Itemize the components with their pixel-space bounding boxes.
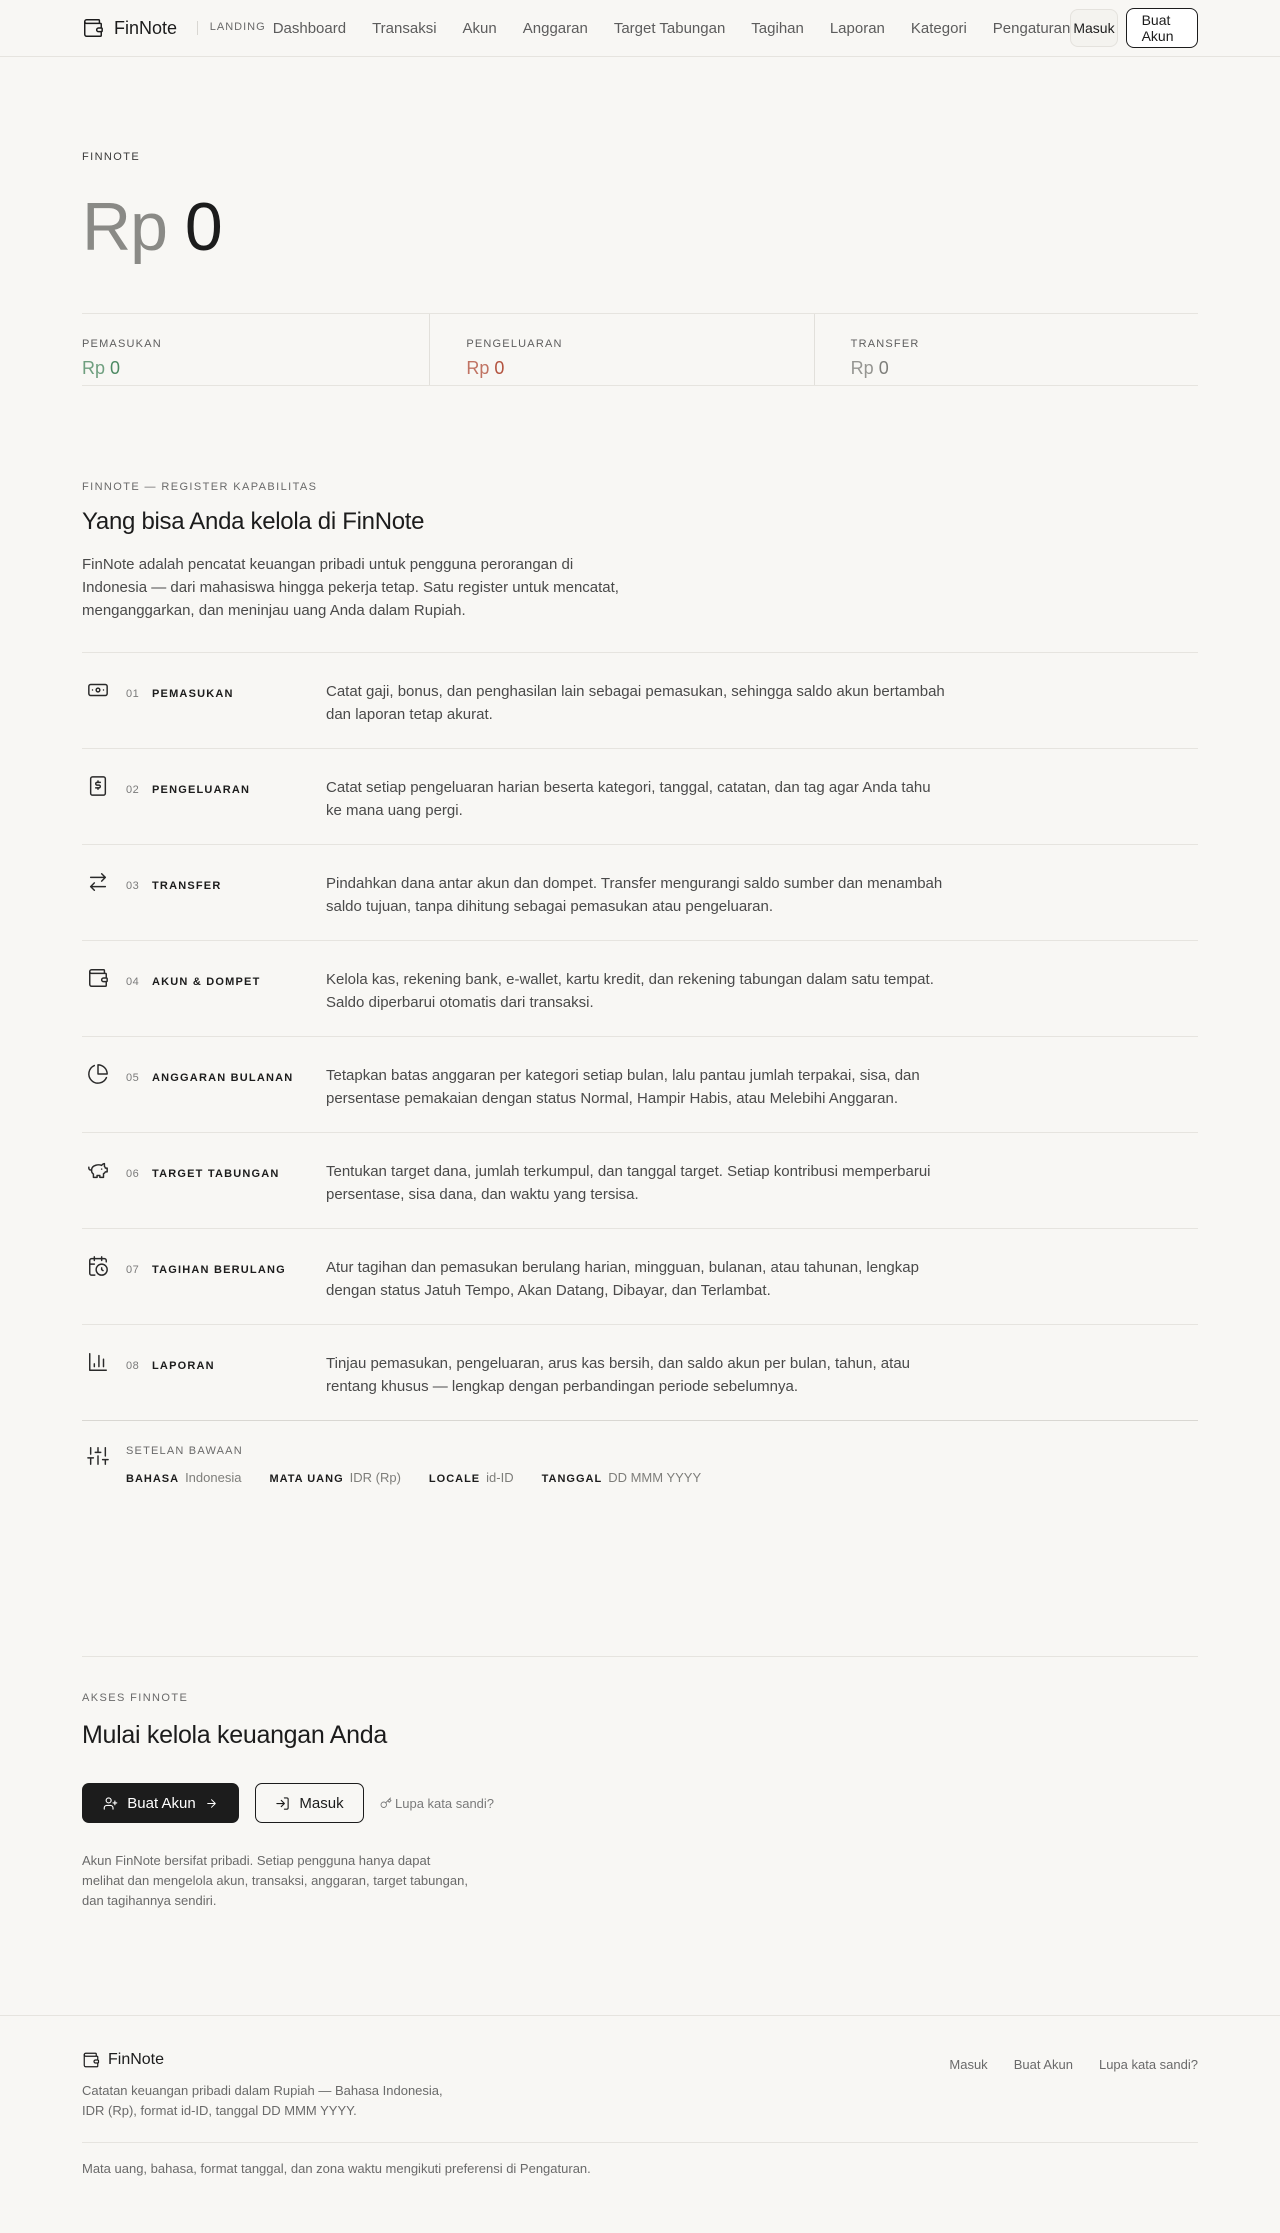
stat-label: TRANSFER: [850, 338, 920, 350]
hero-eyebrow: FINNOTE: [82, 151, 141, 163]
stat-amount: 0: [494, 358, 505, 378]
default-value: IDR (Rp): [349, 1470, 401, 1485]
capability-text: Tetapkan batas anggaran per kategori setiap bulan, lalu pantau jumlah terpakai, sisa, dan persentase pemakaian dengan status Normal, Hampir Habis, atau Melebihi Anggaran.: [326, 1067, 920, 1107]
capability-text: Catat setiap pengeluaran harian beserta kategori, tanggal, catatan, dan tag agar Anda tahu ke mana uang pergi.: [326, 779, 931, 819]
capability-row: [82, 1133, 1198, 1229]
wallet-icon: [87, 967, 109, 989]
capability-name: ANGGARAN BULANAN: [152, 1072, 294, 1084]
default-key: MATA UANG: [269, 1473, 344, 1485]
capability-icon-wrap: [82, 1159, 126, 1228]
stat-value: [851, 358, 1198, 379]
capabilities-section: [82, 386, 1198, 1485]
stat-label: PEMASUKAN: [82, 338, 162, 350]
top-navbar: [0, 0, 1280, 57]
balance-currency: Rp: [82, 189, 167, 265]
piggy-bank-icon: [87, 1159, 109, 1181]
capability-icon-wrap: [82, 871, 126, 940]
nav-divider: [197, 21, 198, 35]
nav-links: [273, 20, 1071, 37]
capability-icon-wrap: [82, 1063, 126, 1132]
capability-name: AKUN & DOMPET: [152, 976, 261, 988]
defaults-icon-wrap: [82, 1445, 126, 1485]
masuk-cta-button[interactable]: [255, 1783, 364, 1823]
capability-number: 05: [126, 1072, 140, 1084]
buat-akun-cta-label: Buat Akun: [127, 1794, 196, 1812]
capability-icon-wrap: [82, 1351, 126, 1421]
capability-name: PEMASUKAN: [152, 688, 234, 700]
default-mata-uang: [269, 1470, 400, 1485]
nav-link-kategori[interactable]: Kategori: [910, 19, 967, 37]
footer: [0, 2015, 1280, 2221]
forgot-password-link[interactable]: [380, 1796, 494, 1811]
defaults-label: SETELAN BAWAAN: [126, 1445, 243, 1457]
capability-name: TARGET TABUNGAN: [152, 1168, 280, 1180]
footer-brand[interactable]: [82, 2051, 462, 2069]
stat-currency: Rp: [466, 358, 490, 378]
capability-row: [82, 1037, 1198, 1133]
capability-icon-wrap: [82, 775, 126, 844]
capability-name: LAPORAN: [152, 1360, 215, 1372]
nav-link-laporan[interactable]: Laporan: [829, 19, 885, 37]
default-tanggal: [542, 1470, 702, 1485]
default-value: DD MMM YYYY: [608, 1470, 702, 1485]
default-key: TANGGAL: [541, 1473, 603, 1485]
banknote-icon: [87, 679, 109, 701]
pie-chart-icon: [87, 1063, 109, 1085]
default-settings: [82, 1420, 1198, 1485]
receipt-icon: [87, 775, 109, 797]
summary-stats: [82, 313, 1198, 386]
capability-text: Catat gaji, bonus, dan penghasilan lain sebagai pemasukan, sehingga saldo akun bertambah dan laporan tetap akurat.: [326, 683, 945, 723]
access-eyebrow: AKSES FINNOTE: [82, 1692, 189, 1704]
forgot-password-label: Lupa kata sandi?: [395, 1795, 495, 1811]
default-value: Indonesia: [185, 1470, 242, 1485]
capability-name: TRANSFER: [152, 880, 222, 892]
default-locale: [429, 1470, 514, 1485]
capability-number: 01: [126, 688, 140, 700]
capability-text: Pindahkan dana antar akun dan dompet. Transfer mengurangi saldo sumber dan menambah saldo tujuan, tanpa dihitung sebagai pemasukan atau pengeluaran.: [326, 875, 943, 915]
capabilities-description: FinNote adalah pencatat keuangan pribadi untuk pengguna perorangan di Indonesia — dari mahasiswa hingga pekerja tetap. Satu register untuk mencatat, menganggarkan, dan meninjau uang Anda dalam Rupiah.: [82, 556, 619, 619]
defaults-list: [126, 1470, 701, 1485]
footer-top: [82, 2016, 1198, 2143]
capability-number: 07: [126, 1264, 140, 1276]
stat-amount: 0: [878, 358, 889, 378]
capability-number: 04: [126, 976, 140, 988]
nav-link-transaksi[interactable]: Transaksi: [372, 19, 437, 37]
stat-amount: 0: [110, 358, 121, 378]
stat-currency: Rp: [850, 358, 874, 378]
access-actions: [82, 1783, 1198, 1823]
footer-brand-block: [82, 2051, 462, 2142]
wallet-icon: [82, 17, 104, 39]
stat-value: [466, 358, 813, 379]
footer-link-buat-akun[interactable]: Buat Akun: [1013, 2057, 1073, 2072]
access-note: Akun FinNote bersifat pribadi. Setiap pengguna hanya dapat melihat dan mengelola akun, transaksi, anggaran, target tabungan, dan tagihannya sendiri.: [82, 1853, 468, 1908]
nav-link-target-tabungan[interactable]: Target Tabungan: [613, 19, 726, 37]
nav-actions: [1070, 8, 1198, 48]
default-key: LOCALE: [428, 1473, 481, 1485]
sliders-icon: [87, 1445, 109, 1467]
access-title: Mulai kelola keuangan Anda: [82, 1721, 387, 1749]
nav-link-anggaran[interactable]: Anggaran: [522, 19, 588, 37]
stat-label: PENGELUARAN: [466, 338, 563, 350]
capability-icon-wrap: [82, 679, 126, 748]
buat-akun-button[interactable]: Buat Akun: [1126, 8, 1198, 48]
capability-name: TAGIHAN BERULANG: [152, 1264, 286, 1276]
total-balance: [82, 189, 1198, 265]
nav-link-dashboard[interactable]: Dashboard: [272, 19, 347, 37]
masuk-button[interactable]: Masuk: [1070, 9, 1117, 47]
footer-links: [949, 2051, 1198, 2142]
capability-row: [82, 845, 1198, 941]
capability-number: 02: [126, 784, 140, 796]
capability-row: [82, 653, 1198, 749]
capabilities-title: Yang bisa Anda kelola di FinNote: [82, 508, 425, 535]
stat-currency: Rp: [82, 358, 106, 378]
default-bahasa: [126, 1470, 241, 1485]
default-key: BAHASA: [126, 1473, 180, 1485]
nav-landing-tag: LANDING: [209, 21, 266, 33]
bar-chart-icon: [87, 1351, 109, 1373]
user-plus-icon: [103, 1796, 118, 1811]
arrow-right-icon: [205, 1797, 218, 1810]
capability-icon-wrap: [82, 1255, 126, 1324]
nav-link-tagihan[interactable]: Tagihan: [751, 19, 804, 37]
capabilities-eyebrow: FINNOTE — REGISTER KAPABILITAS: [82, 481, 318, 493]
brand-logo[interactable]: [82, 17, 186, 39]
capability-number: 06: [126, 1168, 140, 1180]
balance-hero: [82, 57, 1198, 386]
capability-row: [82, 1229, 1198, 1325]
capability-name: PENGELUARAN: [152, 784, 251, 796]
defaults-content: [126, 1445, 701, 1485]
capability-text: Tinjau pemasukan, pengeluaran, arus kas bersih, dan saldo akun per bulan, tahun, atau rentang khusus — lengkap dengan perbandingan periode sebelumnya.: [326, 1355, 911, 1395]
login-icon: [275, 1796, 290, 1811]
arrows-transfer-icon: [87, 871, 109, 893]
nav-link-pengaturan[interactable]: Pengaturan: [992, 19, 1071, 37]
footer-link-lupa-sandi[interactable]: Lupa kata sandi?: [1098, 2057, 1198, 2072]
main-content: [82, 57, 1198, 1911]
capability-number: 03: [126, 880, 140, 892]
stat-transfer: [814, 314, 1198, 385]
stat-pengeluaran: [429, 314, 813, 385]
wallet-icon: [82, 2051, 100, 2069]
nav-link-akun[interactable]: Akun: [462, 19, 497, 37]
capability-text: Tentukan target dana, jumlah terkumpul, dan tanggal target. Setiap kontribusi memperbarui persentase, sisa dana, dan waktu yang tersisa.: [326, 1163, 931, 1203]
footer-link-masuk[interactable]: Masuk: [949, 2057, 988, 2072]
capability-text: Atur tagihan dan pemasukan berulang harian, mingguan, bulanan, atau tahunan, lengkap dengan status Jatuh Tempo, Akan Datang, Dibayar, dan Terlambat.: [326, 1259, 919, 1299]
capability-number: 08: [126, 1360, 140, 1372]
footer-brand-name: FinNote: [108, 2051, 165, 2068]
capability-icon-wrap: [82, 967, 126, 1036]
balance-value: 0: [184, 189, 222, 265]
capabilities-list: [82, 652, 1198, 1421]
capability-text: Kelola kas, rekening bank, e-wallet, kartu kredit, dan rekening tabungan dalam satu tempat. Saldo diperbarui otomatis dari transaksi.: [326, 971, 934, 1011]
capability-row: [82, 749, 1198, 845]
stat-pemasukan: [82, 314, 429, 385]
footer-description: Catatan keuangan pribadi dalam Rupiah — Bahasa Indonesia, IDR (Rp), format id-ID, tanggal DD MMM YYYY.: [82, 2083, 443, 2118]
masuk-cta-label: Masuk: [299, 1794, 344, 1812]
calendar-clock-icon: [87, 1255, 109, 1277]
capability-row: [82, 1325, 1198, 1421]
stat-value: [82, 358, 429, 379]
default-value: id-ID: [486, 1470, 514, 1485]
access-section: [82, 1656, 1198, 1911]
buat-akun-cta-button[interactable]: [82, 1783, 239, 1823]
footer-bottom-note: Mata uang, bahasa, format tanggal, dan zona waktu mengikuti preferensi di Pengaturan.: [82, 2161, 591, 2176]
key-icon: [380, 1797, 392, 1809]
capability-row: [82, 941, 1198, 1037]
brand-name: FinNote: [114, 17, 178, 38]
